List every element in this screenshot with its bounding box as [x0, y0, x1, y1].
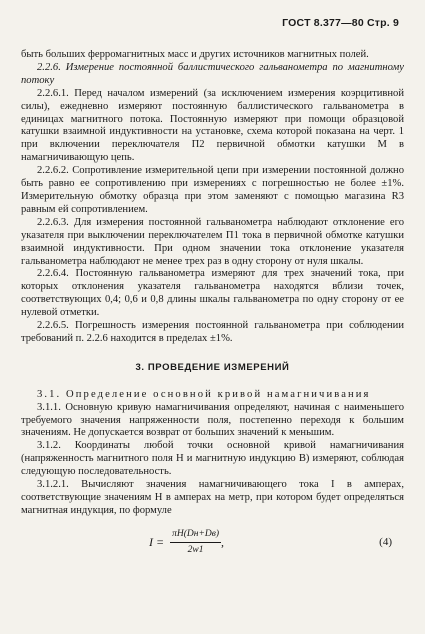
- formula-tail: ,: [221, 535, 225, 550]
- body-text: [21, 49, 404, 566]
- page-header: ГОСТ 8.377—80 Стр. 9: [282, 17, 399, 29]
- paragraph: 2.2.6.4. Постоянную гальванометра измеряют для трех значений тока, при которых отклонения указателя гальванометра находятся вблизи точек, соответствующих 0,4; 0,6 и 0,8 длины шкалы гальванометра по одну сторону от ее нулевой отметки.: [21, 268, 404, 319]
- formula-numerator: πH(Dн+Dв): [170, 528, 221, 543]
- formula-lhs: I =: [149, 535, 165, 550]
- paragraph: быть больших ферромагнитных масс и других источников магнитных полей.: [21, 49, 369, 60]
- paragraph: 2.2.6.2. Сопротивление измерительной цепи при измерении постоянной должно быть равно ее сопротивлению при измерениях с погрешностью не более ±1%. Измерительную обмотку образца при этом заменяют с помощью магазина R3 равным ей сопротивлением.: [21, 165, 404, 215]
- formula-denominator: 2w1: [187, 545, 204, 556]
- section-title: 3. ПРОВЕДЕНИЕ ИЗМЕРЕНИЙ: [135, 361, 290, 373]
- paragraph: 3.1.2. Координаты любой точки основной кривой намагничивания (напряженность магнитного поля Н и магнитную индукцию В) измеряют, соблюдая следующую последовательность.: [21, 440, 404, 478]
- subsection-heading: 3.1. Определение основной кривой намагничивания: [37, 388, 371, 400]
- paragraph: 2.2.6.3. Для измерения постоянной гальванометра наблюдают отклонение его указателя при выключении переключателем П1 тока в первичной обмотке катушки взаимной индуктивности. При одном значении тока отклонение указателя гальванометра наблюдают не менее трех раз в одну сторону от нуля шкалы.: [21, 216, 404, 267]
- formula-expression: [149, 526, 224, 560]
- paragraph: 3.1.2.1. Вычисляют значения намагничивающего тока I в амперах, соответствующие значениям Н в амперах на метр, при котором будет определяться магнитная индукция, по формуле: [21, 479, 404, 516]
- formula: [21, 526, 404, 566]
- paragraph: 2.2.6.1. Перед началом измерений (за исключением измерения коэрцитивной силы), ежедневно измеряют постоянную баллистического гальванометра в единицах магнитного потока. Постоянную измеряют при помощи образцовой катушки взаимной индуктивности на установке, схема которой показана на черт. 1 при включении переключателя П2 первичной обмотки катушки М в намагничивающую цепь.: [21, 87, 404, 164]
- subsection-heading: 2.2.6. Измерение постоянной баллистического гальванометра по магнитному потоку: [21, 61, 404, 86]
- paragraph: 2.2.6.5. Погрешность измерения постоянной гальванометра при соблюдении требований п. 2.2.6 находится в пределах ±1%.: [21, 320, 404, 344]
- formula-fraction: [170, 528, 221, 557]
- formula-number: (4): [379, 535, 392, 548]
- paragraph: 3.1.1. Основную кривую намагничивания определяют, начиная с наименьшего требуемого значения напряженности поля, постепенно переходя к большим значениям. Не допускается возврат от больших значений к меньшим.: [21, 401, 404, 439]
